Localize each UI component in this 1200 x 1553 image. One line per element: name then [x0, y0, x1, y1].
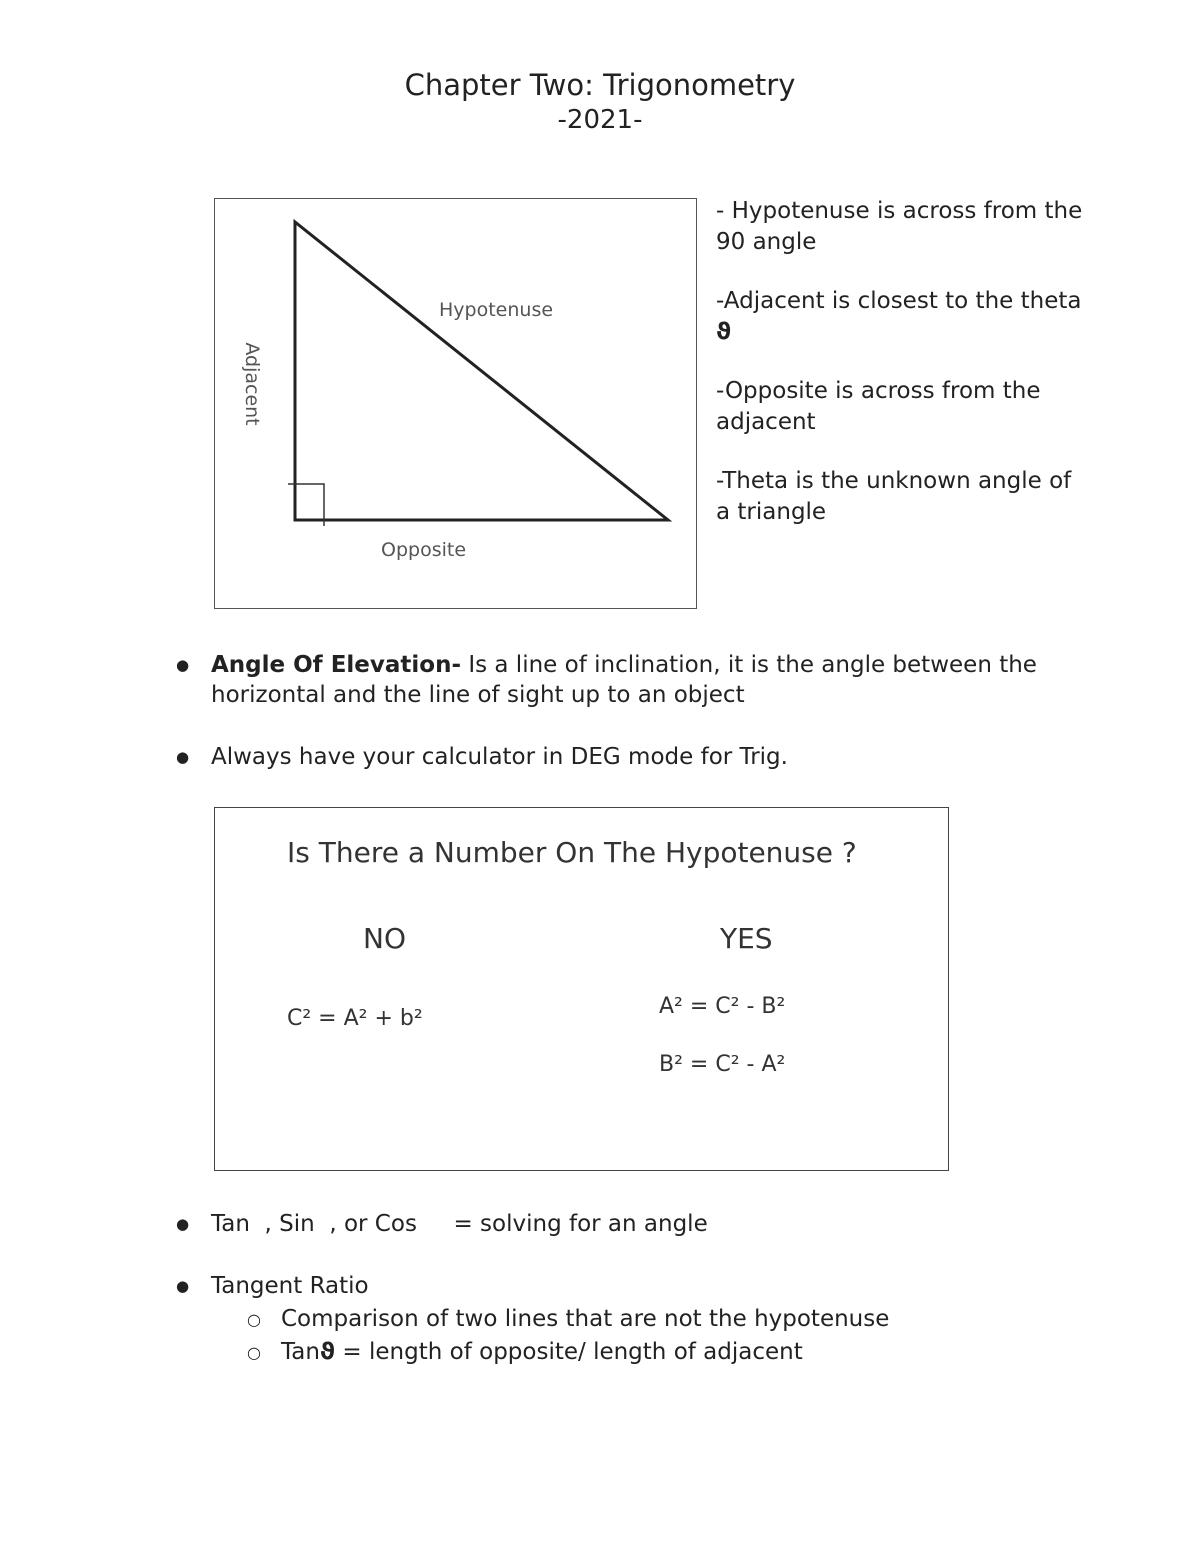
triangle-shape: [295, 222, 668, 520]
hypotenuse-question: Is There a Number On The Hypotenuse ?: [287, 836, 857, 869]
theta-symbol: ϑ: [716, 319, 732, 345]
triangle-figure: [214, 198, 697, 609]
bullet-angle-of-elevation: [176, 650, 1076, 710]
tangent-sub-item-2: ○ Tanϑ = length of opposite/ length of adjacent: [211, 1336, 1076, 1369]
triangle-notes: [716, 196, 1086, 556]
bullet-deg-mode: ● Always have your calculator in DEG mode for Trig.: [176, 742, 1076, 772]
bullet-tan-sin-cos: ● Tan , Sin , or Cos = solving for an angle: [176, 1209, 1076, 1239]
elevation-term: Angle Of Elevation-: [211, 652, 462, 678]
tangent-sub-list: [211, 1303, 1076, 1369]
bullet-list-2: [176, 742, 1076, 772]
bullet-list-4: [176, 1271, 1076, 1369]
note-opposite: -Opposite is across from the adjacent: [716, 378, 1041, 435]
hypotenuse-decision-box: [214, 807, 949, 1171]
tangent-sub-item-1: ○ Comparison of two lines that are not the hypotenuse: [211, 1303, 1076, 1336]
page-title: Chapter Two: Trigonometry: [404, 68, 796, 102]
note-hypotenuse: - Hypotenuse is across from the 90 angle: [716, 198, 1083, 255]
yes-label: YES: [720, 922, 773, 955]
pythagorean-formula: C² = A² + b²: [287, 1006, 423, 1031]
hypotenuse-label: Hypotenuse: [439, 299, 554, 321]
formula-solve-a: A² = C² - B²: [659, 994, 786, 1019]
bullet-list-1: [176, 650, 1076, 710]
note-theta: -Theta is the unknown angle of a triangle: [716, 468, 1072, 525]
formula-solve-b: B² = C² - A²: [659, 1052, 786, 1077]
opposite-label: Opposite: [381, 539, 467, 561]
adjacent-label: Adjacent: [241, 342, 263, 426]
tan-theta-symbol: ϑ: [319, 1339, 336, 1365]
page-year: -2021-: [557, 105, 643, 135]
no-label: NO: [363, 922, 406, 955]
bullet-list-3: [176, 1209, 1076, 1239]
note-adjacent: -Adjacent is closest to the theta ϑ: [716, 288, 1082, 345]
bullet-tangent-ratio: [176, 1271, 1076, 1369]
elevation-definition: Is a line of inclination, it is the angle between the horizontal and the line of sight up to an object: [211, 652, 1037, 708]
tangent-ratio-heading: Tangent Ratio: [211, 1273, 369, 1299]
